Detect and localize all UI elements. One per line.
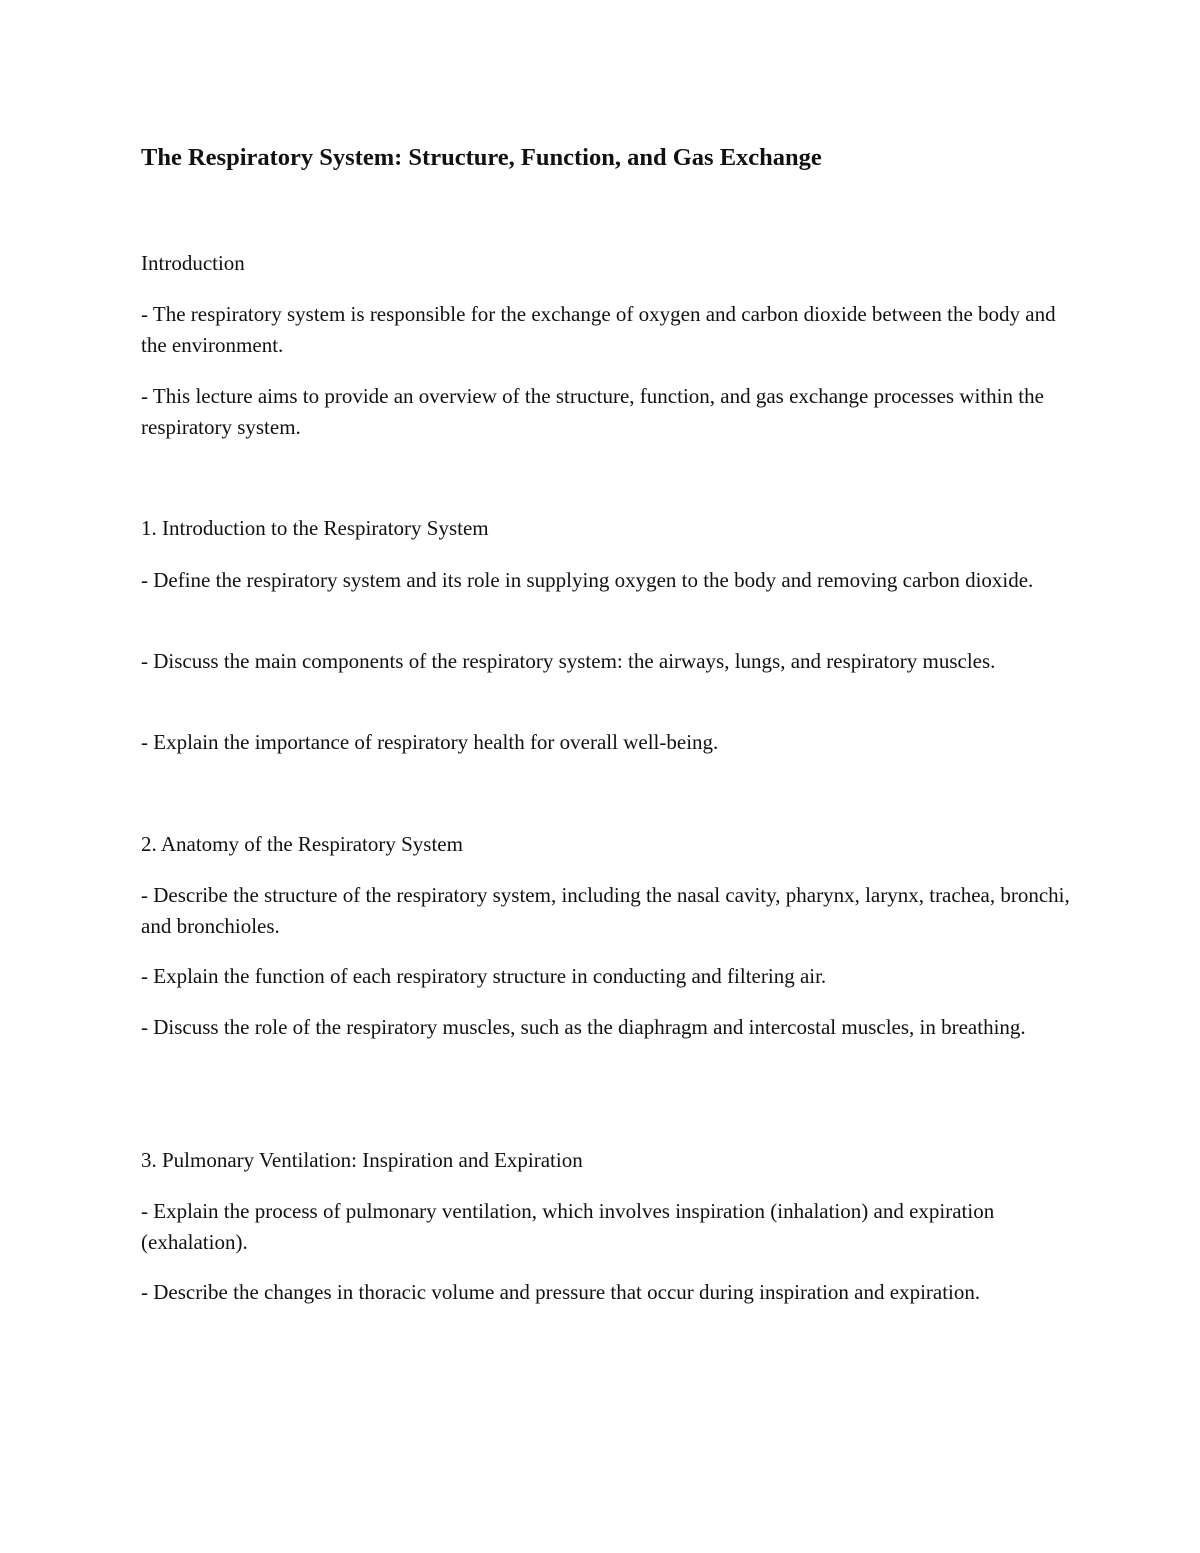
document-title: The Respiratory System: Structure, Function, and Gas Exchange <box>141 144 822 171</box>
section-2-item-1: - Describe the structure of the respiratory system, including the nasal cavity, pharynx, larynx, trachea, bronchi, and bronchioles. <box>141 883 1070 938</box>
section-1-item-1: - Define the respiratory system and its role in supplying oxygen to the body and removing carbon dioxide. <box>141 568 1034 592</box>
intro-heading: Introduction <box>141 251 245 275</box>
section-3-item-1: - Explain the process of pulmonary ventilation, which involves inspiration (inhalation) and expiration (exhalation). <box>141 1199 995 1254</box>
section-3-item-2: - Describe the changes in thoracic volume and pressure that occur during inspiration and expiration. <box>141 1280 981 1304</box>
intro-item-2: - This lecture aims to provide an overview of the structure, function, and gas exchange processes within the respiratory system. <box>141 384 1044 439</box>
section-1-item-3: - Explain the importance of respiratory health for overall well-being. <box>141 730 719 754</box>
section-2-heading: 2. Anatomy of the Respiratory System <box>141 832 463 856</box>
section-1-heading: 1. Introduction to the Respiratory System <box>141 516 489 540</box>
section-2-item-3: - Discuss the role of the respiratory muscles, such as the diaphragm and intercostal muscles, in breathing. <box>141 1015 1026 1039</box>
section-1-item-2: - Discuss the main components of the respiratory system: the airways, lungs, and respiratory muscles. <box>141 649 996 673</box>
section-3-heading: 3. Pulmonary Ventilation: Inspiration and Expiration <box>141 1148 583 1172</box>
section-2-item-2: - Explain the function of each respiratory structure in conducting and filtering air. <box>141 964 827 988</box>
intro-item-1: - The respiratory system is responsible for the exchange of oxygen and carbon dioxide between the body and the environment. <box>141 302 1056 357</box>
